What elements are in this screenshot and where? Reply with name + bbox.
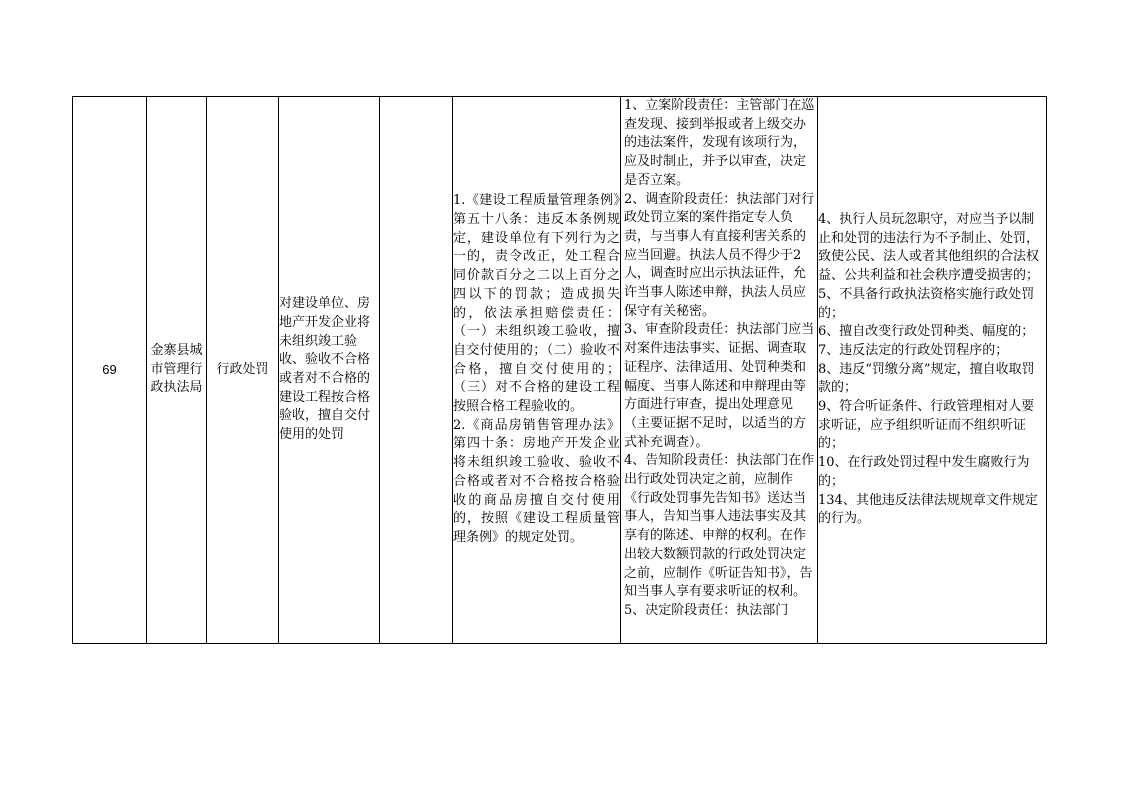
liability-paragraph: 134、其他违反法律法规规章文件规定的行为。: [818, 492, 1038, 527]
sub-item-cell: [380, 97, 453, 644]
liability-paragraph: 6、擅自改变行政处罚种类、幅度的；: [818, 324, 1035, 340]
liability-paragraph: 9、符合听证条件、行政管理相对人要求听证，应予组织听证而不组织听证的；: [818, 399, 1035, 452]
department-cell: 金寨县城市管理行政执法局: [147, 97, 207, 644]
responsibility-paragraph: 5、决定阶段责任：执法部门: [624, 602, 789, 618]
liability-paragraph: 5、不具备行政执法资格实施行政处罚的；: [818, 286, 1035, 321]
liability-paragraph: 7、违反法定的行政处罚程序的；: [818, 342, 1009, 358]
liability-paragraph: 4、执行人员玩忽职守，对应当予以制止和处罚的违法行为不予制止、处罚，致使公民、法人或者其他组织的合法权益、公共利益和社会秩序遭受损害的；: [818, 212, 1040, 284]
responsibility-cell: [621, 97, 818, 644]
responsibility-paragraph: 2、调查阶段责任：执法部门对行政处罚立案的案件指定专人负责，与当事人有直接利害关系的应当回避。执法人员不得少于2人，调查时应出示执法证件，允许当事人陈述申辩，执法人员应保守有关秘密。: [624, 191, 815, 319]
basis-paragraph: 1.《建设工程质量管理条例》第五十八条：违反本条例规定，建设单位有下列行为之一的，责令改正，处工程合同价款百分之二以上百分之四以下的罚款；造成损失的，依法承担赔偿责任：（一）未组织竣工验收，擅自交付使用的；（二）验收不合格，擅自交付使用的；（三）对不合格的建设工程按照合格工程验收的。: [453, 193, 620, 415]
item-name-cell: 对建设单位、房地产开发企业将未组织竣工验收、验收不合格或者对不合格的建设工程按合格验收，擅自交付使用的处罚: [279, 97, 380, 644]
liability-cell: [818, 97, 1047, 644]
responsibility-paragraph: 1、立案阶段责任：主管部门在巡查发现、接到举报或者上级交办的违法案件，发现有该项行为，应及时制止，并予以审查，决定是否立案。: [624, 98, 815, 188]
legal-basis-cell: [453, 97, 621, 644]
liability-paragraph: 8、违反“罚缴分离”规定，擅自收取罚款的；: [818, 361, 1035, 396]
table-row: [73, 97, 1047, 644]
power-type-cell: 行政处罚: [207, 97, 279, 644]
basis-paragraph: 2.《商品房销售管理办法》第四十条：房地产开发企业将未组织竣工验收、验收不合格或者对不合格按合格验收的商品房擅自交付使用的，按照《建设工程质量管理条例》的规定处罚。: [453, 417, 620, 545]
responsibility-paragraph: 4、告知阶段责任：执法部门在作出行政处罚决定之前，应制作《行政处罚事先告知书》送达当事人，告知当事人违法事实及其享有的陈述、申辩的权利。在作出较大数额罚款的行政处罚决定之前，应制作《听证告知书》，告知当事人享有要求听证的权利。: [624, 453, 815, 600]
liability-paragraph: 10、在行政处罚过程中发生腐败行为的；: [818, 455, 1030, 489]
power-list-table: [72, 96, 1047, 644]
responsibility-paragraph: 3、审查阶段责任：执法部门应当对案件违法事实、证据、调查取证程序、法律适用、处罚种类和幅度、当事人陈述和申辩理由等方面进行审查，提出处理意见（主要证据不足时，以适当的方式补充调查）。: [624, 322, 815, 450]
row-number: 69: [73, 97, 147, 644]
